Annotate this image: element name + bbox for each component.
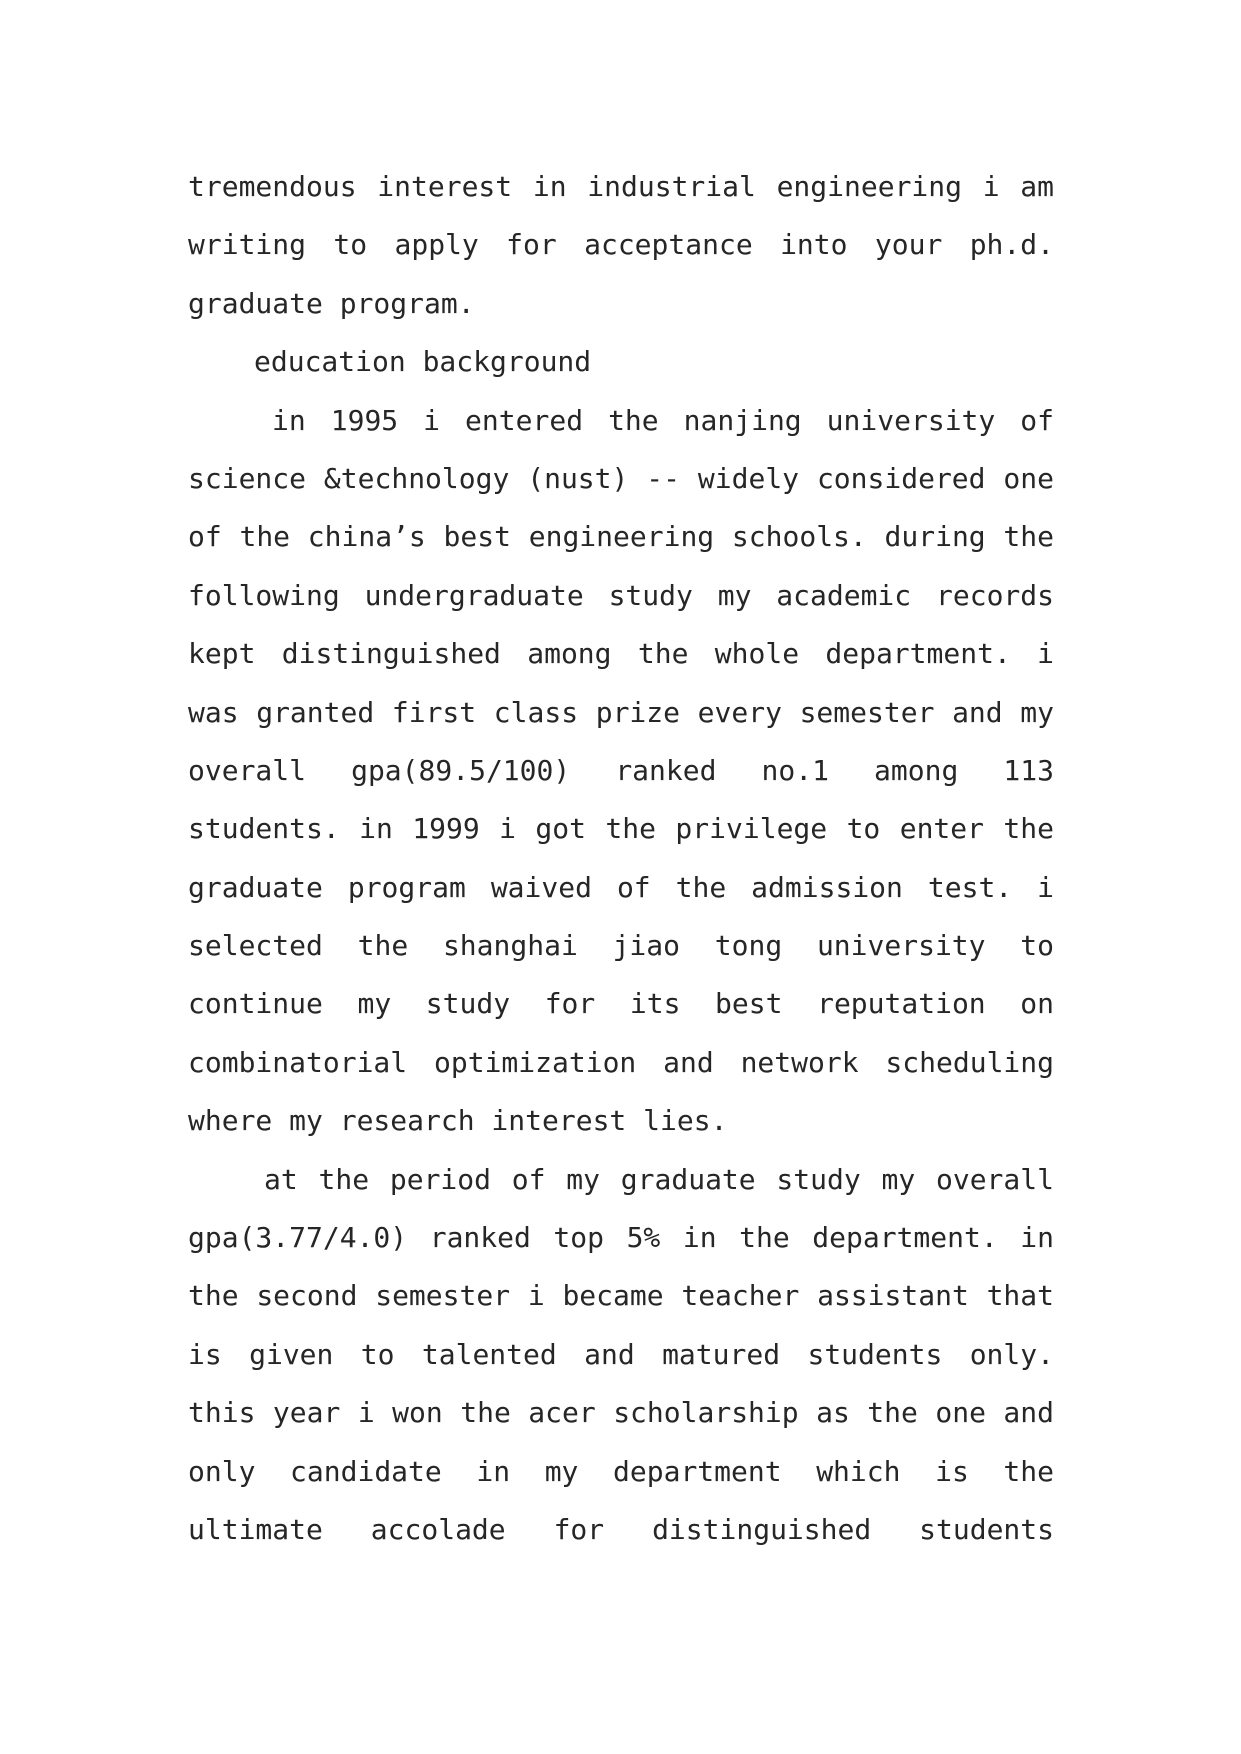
- section-heading: education background: [254, 345, 592, 379]
- text-line: the second semester i became teacher assistant that: [188, 1279, 1054, 1313]
- text-line: science &technology (nust) -- widely considered one: [188, 461, 1054, 495]
- text-line: in 1995 i entered the nanjing university of: [272, 403, 1054, 437]
- text-line: selected the shanghai jiao tong university to: [188, 929, 1054, 963]
- text-line: graduate program waived of the admission test. i: [188, 870, 1054, 904]
- text-line: following undergraduate study my academic records: [188, 578, 1054, 612]
- text-line: where my research interest lies.: [188, 1104, 728, 1138]
- text-line: tremendous interest in industrial engineering i am: [188, 170, 1054, 203]
- text-line: was granted first class prize every semester and my: [188, 695, 1054, 729]
- text-line: overall gpa(89.5/100) ranked no.1 among 113: [188, 753, 1054, 787]
- text-line: kept distinguished among the whole department. i: [188, 637, 1054, 671]
- text-line: this year i won the acer scholarship as the one and: [188, 1396, 1054, 1430]
- text-line: combinatorial optimization and network scheduling: [188, 1045, 1054, 1079]
- text-line: writing to apply for acceptance into your ph.d.: [188, 228, 1054, 262]
- text-line: ultimate accolade for distinguished students: [188, 1512, 1054, 1546]
- text-line: of the china’s best engineering schools. during the: [188, 520, 1054, 554]
- text-line: students. in 1999 i got the privilege to enter the: [188, 812, 1054, 846]
- text-line: continue my study for its best reputation on: [188, 987, 1054, 1021]
- text-line: at the period of my graduate study my overall: [264, 1162, 1054, 1196]
- document-page: [188, 158, 1054, 1559]
- text-line: is given to talented and matured students only.: [188, 1337, 1054, 1371]
- text-line: gpa(3.77/4.0) ranked top 5% in the department. in: [188, 1221, 1054, 1255]
- text-line: only candidate in my department which is the: [188, 1454, 1054, 1488]
- text-line: graduate program.: [188, 286, 475, 320]
